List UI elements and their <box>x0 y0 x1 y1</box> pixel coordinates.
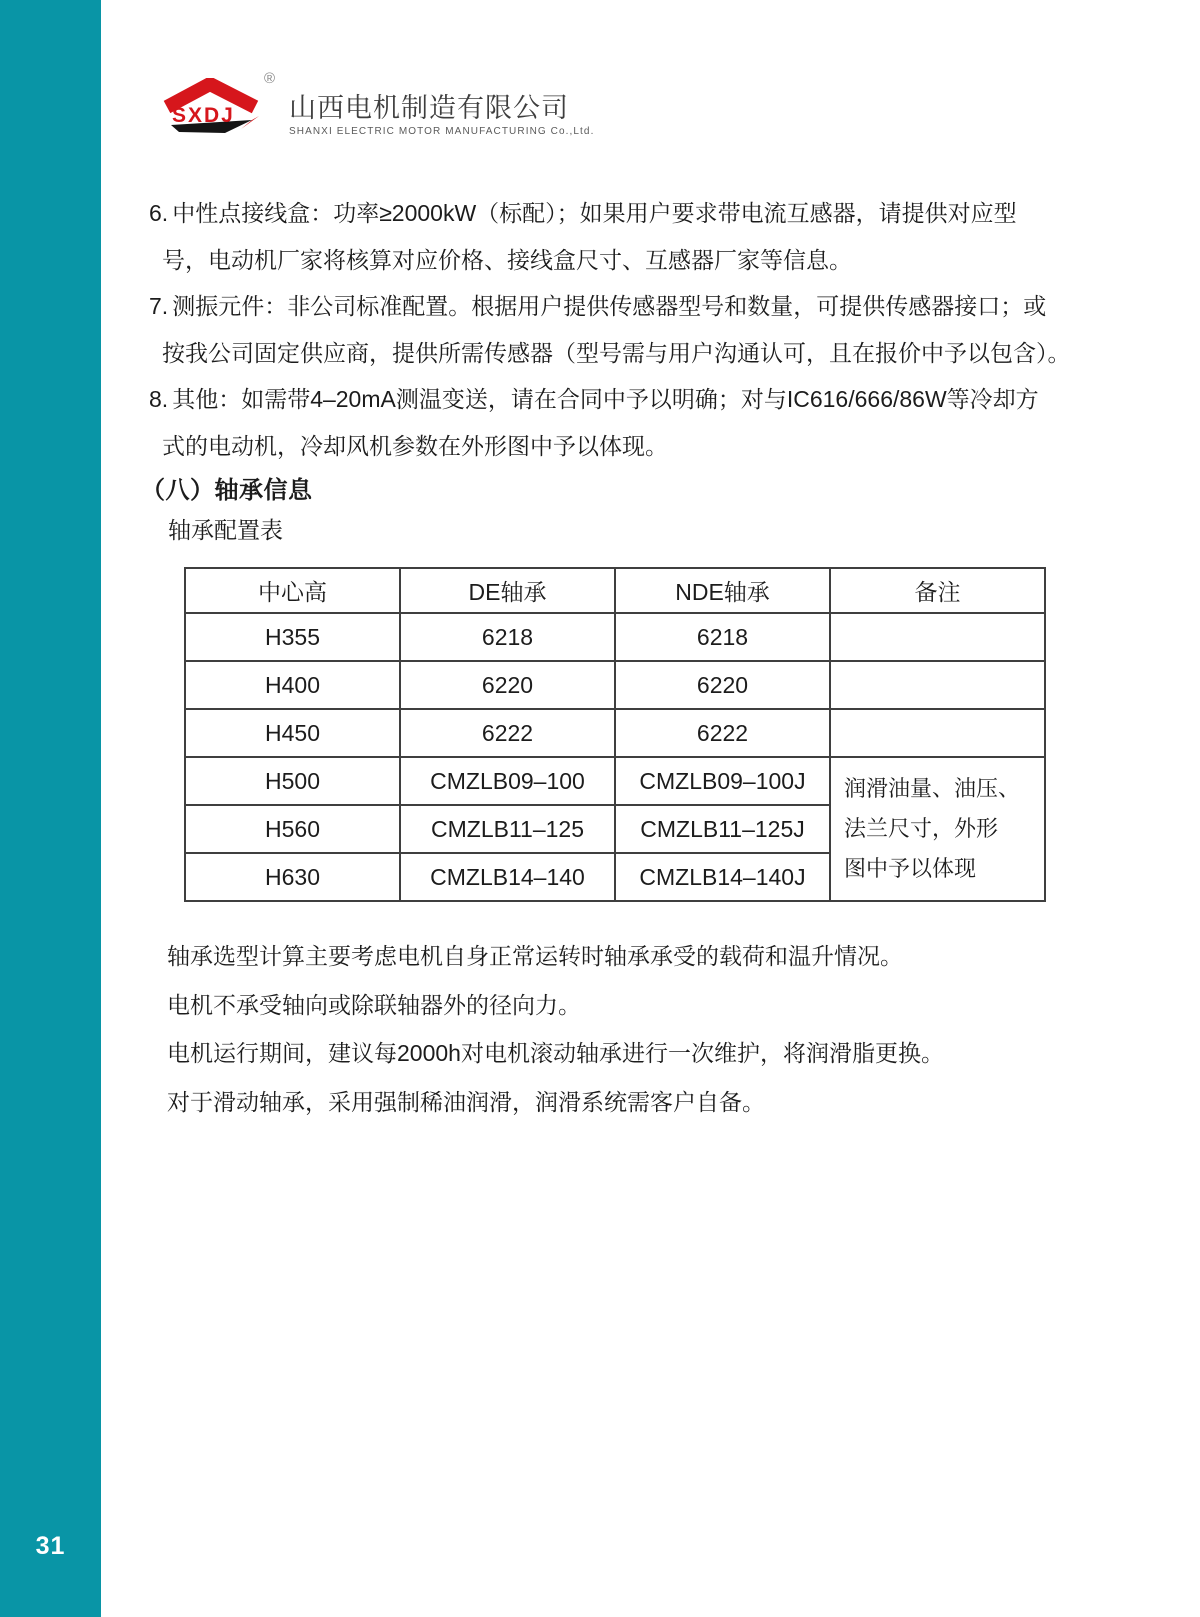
cell-nde-bearing: CMZLB09–100J <box>615 757 830 805</box>
page-number: 31 <box>35 1532 66 1560</box>
cell-nde-bearing: CMZLB14–140J <box>615 853 830 901</box>
note-8-line-1 <box>149 376 1089 423</box>
note-7-number: 7. <box>149 293 169 319</box>
table-row <box>185 709 1045 757</box>
cell-nde-bearing: CMZLB11–125J <box>615 805 830 853</box>
header-center-height: 中心高 <box>185 568 400 613</box>
remark-line: 图中予以体现 <box>844 856 977 881</box>
cell-de-bearing: CMZLB11–125 <box>400 805 615 853</box>
bearing-notes-paragraphs <box>167 932 944 1126</box>
cell-nde-bearing: 6218 <box>615 613 830 661</box>
cell-de-bearing: 6218 <box>400 613 615 661</box>
table-row <box>185 661 1045 709</box>
note-8-number: 8. <box>149 386 169 412</box>
header-remark: 备注 <box>830 568 1045 613</box>
company-name-english: SHANXI ELECTRIC MOTOR MANUFACTURING Co.,Ltd. <box>289 126 595 137</box>
cell-remark-empty <box>830 709 1045 757</box>
cell-center-height: H560 <box>185 805 400 853</box>
note-6-number: 6. <box>149 200 169 226</box>
cell-remark-empty <box>830 613 1045 661</box>
registered-trademark-mark: ® <box>263 70 275 87</box>
table-row <box>185 757 1045 805</box>
cell-de-bearing: CMZLB09–100 <box>400 757 615 805</box>
cell-de-bearing: CMZLB14–140 <box>400 853 615 901</box>
header-de-bearing: DE轴承 <box>400 568 615 613</box>
cell-center-height: H450 <box>185 709 400 757</box>
cell-center-height: H630 <box>185 853 400 901</box>
note-8-line-2: 式的电动机，冷却风机参数在外形图中予以体现。 <box>162 432 668 459</box>
sxdj-logo-icon <box>163 70 275 136</box>
company-logo <box>163 70 595 137</box>
note-7-text: 测振元件：非公司标准配置。根据用户提供传感器型号和数量，可提供传感器接口；或 <box>172 293 1047 319</box>
company-name-block <box>289 78 594 137</box>
note-7-line-2: 按我公司固定供应商，提供所需传感器（型号需与用户沟通认可，且在报价中予以包含）。 <box>162 339 1071 366</box>
numbered-notes <box>149 190 1089 469</box>
cell-de-bearing: 6220 <box>400 661 615 709</box>
cell-nde-bearing: 6220 <box>615 661 830 709</box>
note-6-line-2: 号，电动机厂家将核算对应价格、接线盒尺寸、互感器厂家等信息。 <box>162 246 852 273</box>
paragraph-sleeve-bearing: 对于滑动轴承，采用强制稀油润滑，润滑系统需客户自备。 <box>167 1088 765 1115</box>
svg-text:SXDJ: SXDJ <box>172 104 235 127</box>
cell-remark-empty <box>830 661 1045 709</box>
remark-line: 法兰尺寸，外形 <box>844 816 999 841</box>
cell-center-height: H400 <box>185 661 400 709</box>
note-8-text: 其他：如需带4–20mA测温变送，请在合同中予以明确；对与IC616/666/86W等冷却方 <box>172 386 1039 412</box>
note-6-text: 中性点接线盒：功率≥2000kW（标配）；如果用户要求带电流互感器，请提供对应型 <box>172 200 1017 226</box>
cell-de-bearing: 6222 <box>400 709 615 757</box>
cell-center-height: H500 <box>185 757 400 805</box>
paragraph-no-axial-load: 电机不承受轴向或除联轴器外的径向力。 <box>167 991 581 1018</box>
bearing-configuration-table <box>184 567 1046 902</box>
header-nde-bearing: NDE轴承 <box>615 568 830 613</box>
company-name-chinese: 山西电机制造有限公司 <box>289 93 569 123</box>
cell-center-height: H355 <box>185 613 400 661</box>
cell-remark-merged <box>830 757 1045 901</box>
bearing-table-caption: 轴承配置表 <box>168 517 283 543</box>
remark-line: 润滑油量、油压、 <box>844 776 1021 801</box>
sidebar-accent-strip <box>0 0 101 1617</box>
note-6-line-1 <box>149 190 1089 237</box>
paragraph-maintenance-interval: 电机运行期间，建议每2000h对电机滚动轴承进行一次维护，将润滑脂更换。 <box>167 1040 944 1066</box>
section-heading-bearing-info: （八）轴承信息 <box>141 477 313 504</box>
cell-nde-bearing: 6222 <box>615 709 830 757</box>
note-7-line-1 <box>149 283 1089 330</box>
table-header-row <box>185 568 1045 613</box>
paragraph-selection-calc: 轴承选型计算主要考虑电机自身正常运转时轴承承受的载荷和温升情况。 <box>167 943 903 969</box>
table-row <box>185 613 1045 661</box>
